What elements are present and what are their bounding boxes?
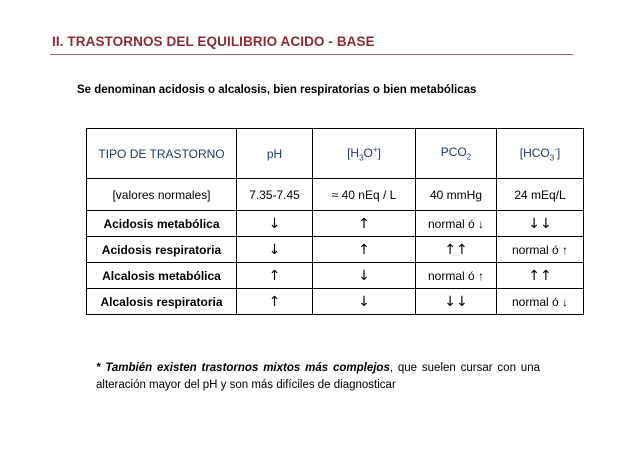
disorder-name: Acidosis respiratoria [87,237,237,263]
table-header-row [87,129,584,179]
normal-label: [valores normales] [87,179,237,211]
h3o-change: ↑ [313,211,416,237]
disorder-name: Acidosis metabólica [87,211,237,237]
hco3-change: normal ó ↓ [497,289,584,315]
pco2-change: normal ó ↑ [416,263,497,289]
ph-change: ↓ [237,211,313,237]
header-hco3-sup: - [554,144,557,154]
header-h3o [313,129,416,179]
ph-change: ↑ [237,289,313,315]
normal-pco2: 40 mmHg [416,179,497,211]
header-ph: pH [237,129,313,179]
h3o-change: ↑ [313,237,416,263]
pco2-change: ↓↓ [416,289,497,315]
disorder-name: Alcalosis respiratoria [87,289,237,315]
disorders-table [86,128,584,315]
header-pco2-sub: 2 [466,152,472,162]
normal-ph: 7.35-7.45 [237,179,313,211]
h3o-change: ↓ [313,263,416,289]
header-h3o-sup: + [372,144,378,154]
footnote-text: , que suelen cursar con una alteración mayor del pH y son más difíciles de diagnosticar [96,362,540,391]
normal-h3o: ≈ 40 nEq / L [313,179,416,211]
table-row [87,237,584,263]
footnote-emphasis: * También existen trastornos mixtos más complejos [96,362,390,374]
ph-change: ↓ [237,237,313,263]
normal-hco3: 24 mEq/L [497,179,584,211]
table-row [87,211,584,237]
pco2-change: normal ó ↓ [416,211,497,237]
header-h3o-base: [H [347,145,360,160]
hco3-change: normal ó ↑ [497,237,584,263]
header-h3o-mid: O [363,145,373,160]
disorder-name: Alcalosis metabólica [87,263,237,289]
hco3-change: ↑↑ [497,263,584,289]
header-hco3-base: [HCO [519,145,550,160]
hco3-change: ↓↓ [497,211,584,237]
header-hco3-sub: 3 [549,153,555,163]
footnote [96,360,540,394]
h3o-change: ↓ [313,289,416,315]
table-row [87,289,584,315]
normal-values-row [87,179,584,211]
header-hco3-end: ] [556,145,561,160]
pco2-change: ↑↑ [416,237,497,263]
title-divider [50,54,573,55]
slide-title: II. TRASTORNOS DEL EQUILIBRIO ACIDO - BASE [52,34,375,49]
header-h3o-sub: 3 [359,153,364,163]
header-tipo: TIPO DE TRASTORNO [87,129,237,179]
subtitle: Se denominan acidosis o alcalosis, bien respiratorias o bien metabólicas [77,84,477,96]
header-pco2 [416,129,497,179]
table-row [87,263,584,289]
ph-change: ↑ [237,263,313,289]
header-h3o-end: ] [377,145,381,160]
header-pco2-base: PCO [440,145,467,160]
header-hco3 [497,129,584,179]
